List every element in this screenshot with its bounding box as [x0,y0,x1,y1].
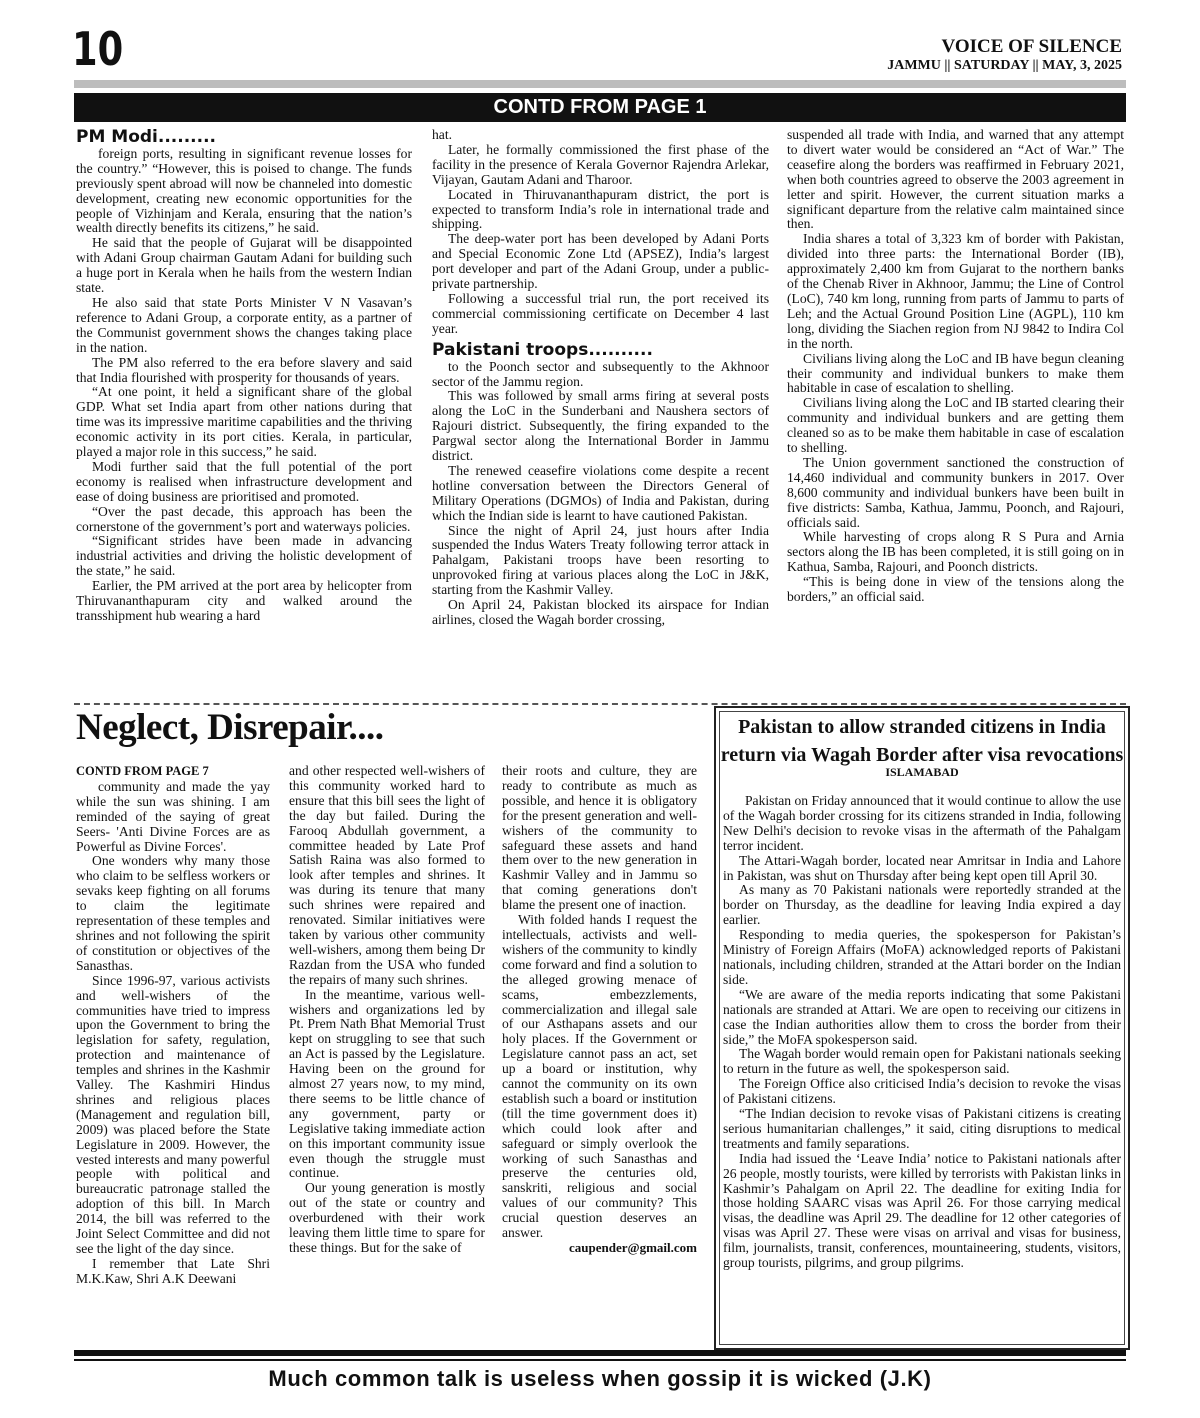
paragraph: Earlier, the PM arrived at the port area by helicopter from Thiruvananthapuram city and walked around the transshipment hub wearing a hard [76,578,412,623]
paragraph: While harvesting of crops along R S Pura and Arnia sectors along the IB has been completed, it is still going on in Kathua, Samba, Rajouri, and Poonch districts. [787,529,1124,575]
neglect-column-3 [502,764,697,1256]
paragraph: In the meantime, various well-wishers and organizations led by Pt. Prem Nath Bhat Memorial Trust kept on struggling to see that such an Act is passed by the Legislature. Having been on the ground for almost 27 years now, to my mind, there seems to be little chance of any government, party or Legislative taking immediate action on this important community issue even though the struggle must continue. [289,986,485,1181]
article-heading-pakistani-troops: Pakistani troops.......... [432,339,653,360]
paragraph: Responding to media queries, the spokesperson for Pakistan’s Ministry of Foreign Affairs (MoFA) acknowledged reports of Pakistani nationals, including children, stranded at the Attari border on the Indian side. [723,927,1121,987]
article-heading-pm-modi: PM Modi......... [76,127,217,147]
author-email: caupender@gmail.com [569,1240,697,1255]
paragraph: hat. [432,127,453,142]
boxed-body [723,794,1121,1271]
paragraph: India shares a total of 3,323 km of border with Pakistan, divided into three parts: the International Border (IB), approximately 2,400 km from Gujarat to the northern banks of the Chenab River in Akhnoor, Jammu; the Line of Control (LoC), 740 km long, running from parts of Jammu to parts of Leh; and the Actual Ground Position Line (AGPL), 110 km long, dividing the Siachen region from NJ 9842 to Indira Col in the north. [787,231,1124,351]
paragraph: The Attari-Wagah border, located near Amritsar in India and Lahore in Pakistan, was shut on Thursday after being kept open till April 30. [723,852,1121,883]
paragraph: Civilians living along the LoC and IB started clearing their community and individual bunkers and are getting them cleaned so as to be make them habitable in case of escalation to shelling. [787,395,1124,456]
paragraph: Since the night of April 24, just hours after India suspended the Indus Waters Treaty following terror attack in Pahalgam, Pakistani troops have been resorting to unprovoked firing at various places along the LoC in J&K, starting from the Kashmir Valley. [432,522,769,598]
neglect-column-2 [289,764,485,1256]
paragraph: The PM also referred to the era before slavery and said that India flourished with prosperity for thousands of years. [76,354,412,385]
newspaper-name: VOICE OF SILENCE [941,36,1122,57]
paragraph: “The Indian decision to revoke visas of Pakistani citizens is creating serious humanitarian challenges,” it said, citing disruptions to medical treatments and family separations. [723,1106,1121,1151]
paragraph: On April 24, Pakistan blocked its airspace for Indian airlines, closed the Wagah border crossing, [432,597,769,627]
top-column-1 [76,128,412,624]
paragraph: Civilians living along the LoC and IB have begun cleaning their community and individual bunkers to make them habitable in case of escalation to shelling. [787,350,1124,396]
paragraph: “Over the past decade, this approach has been the cornerstone of the government’s port and waterways policies. [76,503,412,534]
footer-rule-thin [74,1359,1126,1361]
paragraph: The deep-water port has been developed by Adani Ports and Special Economic Zone Ltd (APSEZ), India’s largest port developer and part of the Adani Group, under a public-private partnership. [432,231,769,292]
boxed-article-frame [719,711,1125,1345]
section-divider [74,703,1126,705]
dateline: JAMMU || SATURDAY || MAY, 3, 2025 [887,58,1122,73]
paragraph: India had issued the ‘Leave India’ notice to Pakistani nationals after 26 people, mostly tourists, were killed by terrorists with Pakistan links in Kashmir’s Pahalgam on April 22. The deadline for exiting India for those holding SAARC visas was April 26. For those carrying medical visas, the deadline was April 29. The deadline for 12 other categories of visas was April 27. These were visas on arrival and visas for business, film, journalists, transit, conferences, mountaineering, students, visitors, group tourists, pilgrims, and group pilgrims. [723,1150,1121,1271]
paragraph: to the Poonch sector and subsequently to the Akhnoor sector of the Jammu region. [432,358,769,389]
paragraph: He also said that state Ports Minister V N Vasavan’s reference to Adani Group, a corporate entity, as a partner of the Communist government shows the changes taking place in the nation. [76,294,412,355]
contd-label: CONTD FROM PAGE 7 [76,764,209,778]
paragraph: foreign ports, resulting in significant revenue losses for the country.” “However, this is poised to change. The funds previously spent abroad will now be channeled into domestic development, creating new economic opportunities for the people of Vizhinjam and Kerala, ensuring that the nation’s wealth directly benefits its citizens,” he said. [76,145,412,236]
paragraph: As many as 70 Pakistani nationals were reportedly stranded at the border on Thursday, as the deadline for leaving India expired a day earlier. [723,882,1121,928]
paragraph: The Wagah border would remain open for Pakistani nationals seeking to return in the future as well, the spokesperson said. [723,1046,1121,1077]
paragraph: He said that the people of Gujarat will be disappointed with Adani Group chairman Gautam Adani for building such a huge port in Kerala when he hails from the western Indian state. [76,235,412,296]
paragraph: One wonders why many those who claim to be selfless workers or sevaks keep fighting on all forums to claim the legitimate representation of these temples and shrines and not following the spirit of constitution or objectives of the Sanasthas. [76,853,270,973]
boxed-article [714,706,1130,1350]
neglect-headline: Neglect, Disrepair.... [76,707,384,748]
paragraph: Later, he formally commissioned the first phase of the facility in the presence of Kerala Governor Rajendra Arlekar, Vijayan, Gautam Adani and Tharoor. [432,141,769,187]
paragraph: community and made the yay while the sun was shining. I am reminded of the saying of great Seers- 'Anti Divine Forces are as Powerful as Divine Forces'. [76,778,270,854]
footer-tagline: Much common talk is useless when gossip it is wicked (J.K) [268,1366,932,1391]
paragraph: suspended all trade with India, and warned that any attempt to divert water would be considered an “Act of War.” The ceasefire along the borders was reaffirmed in February 2021, when both countries agreed to observe the 2003 agreement in letter and spirit. However, the current situation marks a significant departure from the relative calm maintained since then. [787,127,1124,232]
section-banner: CONTD FROM PAGE 1 [74,93,1126,122]
paragraph: “This is being done in view of the tensions along the borders,” an official said. [787,574,1124,605]
paragraph: Since 1996-97, various activists and well-wishers of the communities have tried to impress upon the Government to bring the legislation for safety, regulation, protection and maintenance of temples and shrines in the Kashmir Valley. The Kashmiri Hindus shrines and religious places (Management and regulation bill, 2009) was placed before the State Legislature in 2009. However, the vested interests and many powerful people with political and bureaucratic patronage stalled the adoption of this bill. In March 2014, the bill was referred to the Joint Select Committee and did not see the light of the day since. [76,972,270,1256]
paragraph: With folded hands I request the intellectuals, activists and well-wishers of the community to kindly come forward and find a solution to the alleged growing menace of scams, embezzlements, commercialization and illegal sale of our Asthapans assets and our holy places. If the Government or Legislature cannot pass an act, set up a board or institution, why cannot the community on its own establish such a board or institution (till the time government does it) which could look after and safeguard or simply overlook the working of such Sanasthas and preserve the centuries old, sanskriti, religious and social values of our community? This crucial question deserves an answer. [502,912,697,1241]
page-number: 10 [72,22,124,76]
paragraph: and other respected well-wishers of this community worked hard to ensure that this bill sees the light of the day but failed. During the Farooq Abdullah government, a committee headed by Late Prof Satish Raina was also formed to look after temples and shrines. It was during its tenure that many such shrines were repaired and renovated. Similar initiatives were taken by various other community well-wishers, among them being Dr Razdan from the USA who funded the repairs of many such shrines. [289,763,485,987]
paragraph: Modi further said that the full potential of the port economy is realised when infrastructure development and ease of doing business are prioritised and promoted. [76,458,412,504]
paragraph: The Foreign Office also criticised India’s decision to revoke the visas of Pakistani citizens. [723,1076,1121,1107]
paragraph: The renewed ceasefire violations come despite a recent hotline conversation between the Directors General of Military Operations (DGMOs) of India and Pakistan, during which the Indian side is learnt to have cautioned Pakistan. [432,462,769,523]
paragraph: Pakistan on Friday announced that it would continue to allow the use of the Wagah border crossing for its citizens stranded in India, following New Delhi's decision to revoke visas in the aftermath of the Pahalgam terror incident. [723,793,1121,853]
paragraph: their roots and culture, they are ready to contribute as much as possible, and hence it is obligatory for the present generation and well-wishers of the community to safeguard these assets and hand them over to the new generation in Kashmir Valley and in Jammu so that coming generations don't blame the present one of inaction. [502,763,697,913]
paragraph: Following a successful trial run, the port received its commercial commissioning certificate on December 4 last year. [432,290,769,336]
dateline-location: ISLAMABAD [885,765,959,779]
top-column-3 [787,128,1124,605]
top-column-2 [432,128,769,628]
paragraph: The Union government sanctioned the construction of 14,460 individual and community bunkers in 2017. Over 8,600 community and individual bunkers have been built in five districts: Samba, Kathua, Jammu, Poonch, and Rajouri, officials said. [787,454,1124,530]
footer-rule [74,1350,1126,1356]
paragraph: I remember that Late Shri M.K.Kaw, Shri A.K Deewani [76,1255,270,1286]
paragraph: “At one point, it held a significant share of the global GDP. What set India apart from other nations during that time was its impressive maritime capabilities and the thriving economic activity in its port cities. Kerala, in particular, played a major role in this success,” he said. [76,384,412,460]
boxed-headline: Pakistan to allow stranded citizens in India return via Wagah Border after visa revocations [720,716,1124,766]
paragraph: “Significant strides have been made in advancing industrial activities and driving the holistic development of the state,” he said. [76,533,412,579]
neglect-column-1 [76,764,270,1287]
header-rule [74,80,1126,88]
paragraph: This was followed by small arms firing at several posts along the LoC in the Sunderbani and Naushera sectors of Rajouri district. Subsequently, the firing expanded to the Pargwal sector along the International Border in Jammu district. [432,388,769,464]
paragraph: Our young generation is mostly out of the state or country and overburdened with their work leaving them little time to spare for these things. But for the sake of [289,1180,485,1255]
paragraph: “We are aware of the media reports indicating that some Pakistani nationals are stranded at Attari. We are open to receiving our citizens in case the Indian authorities allow them to cross the border from their side,” the MoFA spokesperson said. [723,986,1121,1047]
paragraph: Located in Thiruvananthapuram district, the port is expected to transform India’s role in international trade and shipping. [432,186,769,232]
